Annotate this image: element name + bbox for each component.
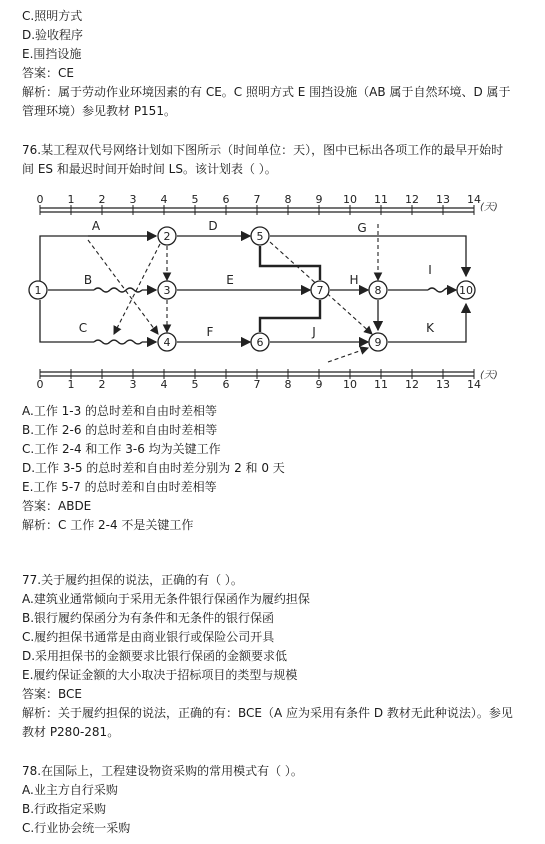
node-label: 10 (459, 284, 473, 297)
q77-option-a: A.建筑业通常倾向于采用无条件银行保函作为履约担保 (22, 592, 310, 606)
q76-answer: 答案：ABDE (22, 499, 92, 513)
axis-tick-label: 9 (315, 194, 323, 206)
activity-K: K (426, 321, 434, 335)
axis-tick-label: 9 (315, 378, 323, 390)
axis-tick-label: 2 (98, 378, 106, 390)
activity-E: E (226, 273, 234, 287)
q76-option-d: D.工作 3-5 的总时差和自由时差分别为 2 和 0 天 (22, 461, 285, 475)
node-label: 8 (374, 284, 382, 297)
q75-analysis-line1: 解析：属于劳动作业环境因素的有 CE。C 照明方式 E 围挡设施（AB 属于自然环境、D 属于 (22, 85, 511, 99)
q77-analysis-line1: 解析：关于履约担保的说法，正确的有：BCE（A 应为采用有条件 D 教材无此种说法）。参见 (22, 706, 513, 720)
q75-answer: 答案：CE (22, 66, 74, 80)
node-label: 9 (374, 336, 382, 349)
axis-tick-label: 1 (67, 378, 75, 390)
node-3 (158, 281, 176, 299)
activity-G: G (357, 221, 367, 235)
q76-option-b: B.工作 2-6 的总时差和自由时差相等 (22, 423, 218, 437)
node-label: 1 (34, 284, 42, 297)
q76-option-a: A.工作 1-3 的总时差和自由时差相等 (22, 404, 218, 418)
node-label: 7 (316, 284, 324, 297)
node-7 (311, 281, 329, 299)
axis-tick-label: 12 (405, 194, 419, 206)
node-10 (457, 281, 475, 299)
activity-J: J (312, 325, 316, 339)
axis-tick-label: 0 (36, 194, 44, 206)
axis-tick-label: 12 (405, 378, 419, 390)
bottom-axis-unit: (天) (480, 370, 498, 381)
activity-D: D (208, 219, 218, 233)
q75-option-d: D.验收程序 (22, 28, 84, 42)
axis-tick-label: 3 (129, 378, 137, 390)
activity-C: C (78, 321, 88, 335)
node-4 (158, 333, 176, 351)
axis-tick-label: 14 (467, 194, 481, 206)
node-9 (369, 333, 387, 351)
node-8 (369, 281, 387, 299)
node-label: 2 (163, 230, 171, 243)
axis-tick-label: 10 (343, 378, 357, 390)
q77-analysis-line2: 教材 P280-281。 (22, 725, 120, 739)
network-diagram-svg (28, 194, 518, 390)
axis-tick-label: 6 (222, 378, 230, 390)
q76-option-e: E.工作 5-7 的总时差和自由时差相等 (22, 480, 217, 494)
activity-A: A (91, 219, 101, 233)
axis-tick-label: 10 (343, 194, 357, 206)
node-label: 5 (256, 230, 264, 243)
axis-tick-label: 5 (191, 194, 199, 206)
axis-tick-label: 8 (284, 378, 292, 390)
node-2 (158, 227, 176, 245)
activity-B: B (83, 273, 93, 287)
q75-option-c: C.照明方式 (22, 9, 83, 23)
q78-option-c: C.行业协会统一采购 (22, 821, 131, 835)
axis-tick-label: 14 (467, 378, 481, 390)
q78-option-b: B.行政指定采购 (22, 802, 107, 816)
q77-option-c: C.履约担保书通常是由商业银行或保险公司开具 (22, 630, 275, 644)
q77-answer: 答案：BCE (22, 687, 82, 701)
q77-option-b: B.银行履约保函分为有条件和无条件的银行保函 (22, 611, 275, 625)
node-label: 6 (256, 336, 264, 349)
axis-tick-label: 13 (436, 378, 450, 390)
top-axis-unit: (天) (480, 202, 498, 213)
axis-tick-label: 11 (374, 194, 388, 206)
q77-option-e: E.履约保证金额的大小取决于招标项目的类型与规模 (22, 668, 298, 682)
q76-stem-line1: 76.某工程双代号网络计划如下图所示（时间单位：天），图中已标出各项工作的最早开始时 (22, 143, 504, 157)
q75-analysis-line2: 管理环境）参见教材 P151。 (22, 104, 176, 118)
axis-tick-label: 3 (129, 194, 137, 206)
q76-option-c: C.工作 2-4 和工作 3-6 均为关键工作 (22, 442, 221, 456)
q77-stem: 77.关于履约担保的说法，正确的有（ ）。 (22, 573, 243, 587)
activity-I: I (428, 263, 432, 277)
axis-tick-label: 6 (222, 194, 230, 206)
axis-tick-label: 0 (36, 378, 44, 390)
axis-tick-label: 13 (436, 194, 450, 206)
axis-tick-label: 7 (253, 194, 261, 206)
q76-analysis: 解析：C 工作 2-4 不是关键工作 (22, 518, 194, 532)
node-label: 3 (163, 284, 171, 297)
axis-tick-label: 8 (284, 194, 292, 206)
axis-tick-label: 5 (191, 378, 199, 390)
top-time-axis (37, 194, 498, 215)
node-5 (251, 227, 269, 245)
network-diagram (28, 194, 518, 390)
axis-tick-label: 4 (160, 378, 168, 390)
activity-H: H (349, 273, 359, 287)
bottom-time-axis (37, 369, 498, 390)
dummy-arrows (88, 224, 378, 362)
axis-tick-label: 7 (253, 378, 261, 390)
q75-option-e: E.围挡设施 (22, 47, 82, 61)
axis-tick-label: 11 (374, 378, 388, 390)
axis-tick-label: 4 (160, 194, 168, 206)
axis-tick-label: 2 (98, 194, 106, 206)
q78-option-a: A.业主方自行采购 (22, 783, 118, 797)
activity-F: F (206, 325, 214, 339)
node-label: 4 (163, 336, 171, 349)
node-1 (29, 281, 47, 299)
q78-stem: 78.在国际上，工程建设物资采购的常用模式有（ ）。 (22, 764, 303, 778)
axis-tick-label: 1 (67, 194, 75, 206)
node-6 (251, 333, 269, 351)
q76-stem-line2: 间 ES 和最迟时间开始时间 LS。该计划表（ ）。 (22, 162, 277, 176)
network-arrows (40, 236, 466, 344)
q77-option-d: D.采用担保书的金额要求比银行保函的金额要求低 (22, 649, 288, 663)
